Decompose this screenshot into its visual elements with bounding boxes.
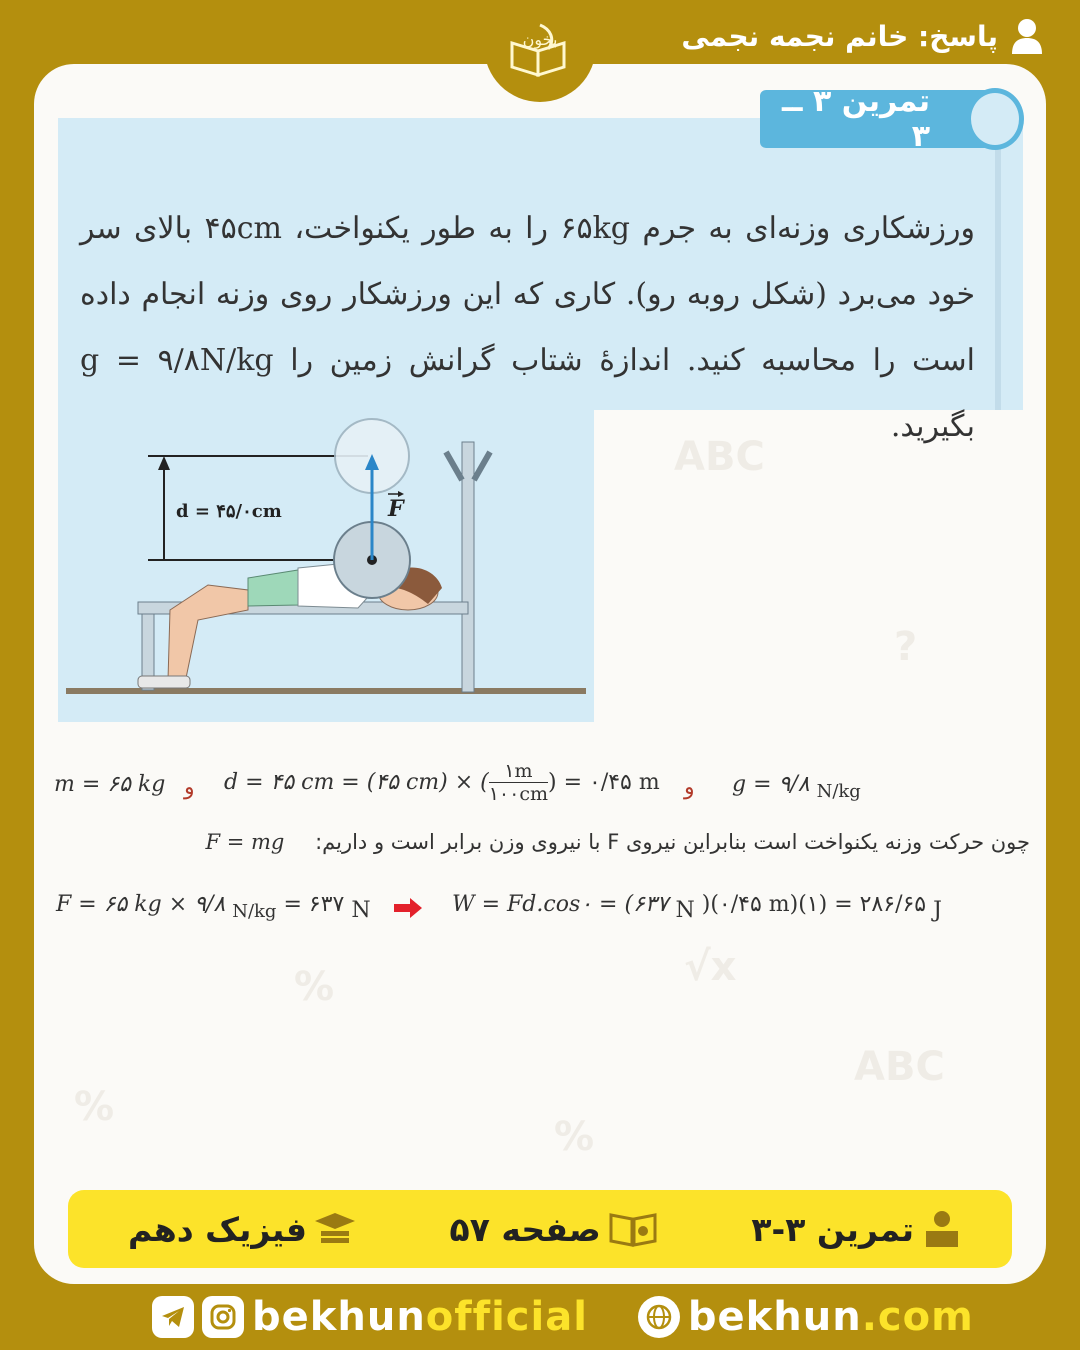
weightlifter-figure — [58, 410, 594, 722]
work-calculation: W = Fd.cos۰ = (۶۳۷ N )(۰/۴۵ m)(۱) = ۲۸۶/۶۵ J — [452, 892, 942, 923]
book-logo-icon — [500, 19, 580, 89]
footer-bar — [68, 1190, 1012, 1268]
answer-header — [681, 8, 1044, 64]
social-handle[interactable] — [152, 1294, 588, 1340]
distance-label: d = ۴۵/۰cm — [176, 501, 282, 522]
tab-circle-decoration — [966, 88, 1024, 150]
website-link[interactable] — [638, 1294, 974, 1340]
bench-press-illustration — [58, 410, 594, 722]
footer-book: فیزیک دهم — [128, 1210, 355, 1249]
gravity-given: g = ۹/۸ $_{N/kg}$ — [732, 772, 861, 802]
telegram-icon[interactable] — [152, 1296, 194, 1338]
instagram-handle[interactable]: bekhunofficial — [252, 1294, 588, 1340]
explanation-sentence: چون حرکت وزنه یکنواخت است بنابراین نیروی F با نیروی وزن برابر است و داریم: F = mg — [205, 830, 1030, 854]
globe-icon[interactable] — [638, 1296, 680, 1338]
and-1: و — [184, 775, 195, 800]
conversion-fraction: $\frac{۱m}{۱۰۰cm}$ — [488, 760, 548, 805]
problem-statement: ورزشکاری وزنه‌ای به جرم ۶۵kg را به طور یکنواخت، ۴۵cm بالای سر خود می‌برد (شکل روبه رو). کاری که این ورزشکار روی وزنه انجام داده است را محاسبه کنید. اندازهٔ شتاب گرانش زمین را g = ۹/۸N/kg بگیرید. — [80, 211, 975, 444]
student-desk-icon — [922, 1209, 962, 1249]
watermark-doodle: √x — [684, 944, 737, 990]
instagram-icon[interactable] — [202, 1296, 244, 1338]
watermark-doodle: % — [554, 1114, 595, 1160]
website-url[interactable]: bekhun.com — [687, 1294, 974, 1340]
force-calculation: F = ۶۵ kg × ۹/۸ $_{N/kg}$ = ۶۳۷ N — [56, 892, 371, 923]
implies-arrow-icon — [394, 898, 422, 918]
watermark-doodle: % — [294, 964, 335, 1010]
open-book-icon — [609, 1211, 657, 1247]
and-2: و — [684, 775, 695, 800]
force-label: F — [388, 496, 404, 522]
mass-given: m = ۶۵ kg — [54, 772, 166, 797]
answer-author: پاسخ: خانم نجمه نجمی — [681, 19, 998, 53]
svg-text:بخون: بخون — [522, 30, 558, 49]
footer-page: صفحه ۵۷ — [450, 1210, 657, 1249]
distance-conversion: d = ۴۵ cm = (۴۵ cm) × ( $\frac{۱m}{۱۰۰cm}$ ) = ۰/۴۵ m — [224, 760, 660, 805]
watermark-doodle: ? — [894, 624, 918, 670]
watermark-doodle: % — [74, 1084, 115, 1130]
footer-exercise: تمرین ۳-۳ — [751, 1209, 962, 1249]
bekhun-logo-badge — [484, 6, 596, 102]
graduation-cap-icon — [315, 1211, 355, 1247]
exercise-tab: تمرین ۳ ــ ۳ — [760, 90, 1000, 148]
social-row — [0, 1288, 1080, 1346]
watermark-doodle: ABC — [674, 434, 765, 480]
watermark-doodle: ABC — [854, 1044, 945, 1090]
user-icon — [1010, 18, 1044, 54]
